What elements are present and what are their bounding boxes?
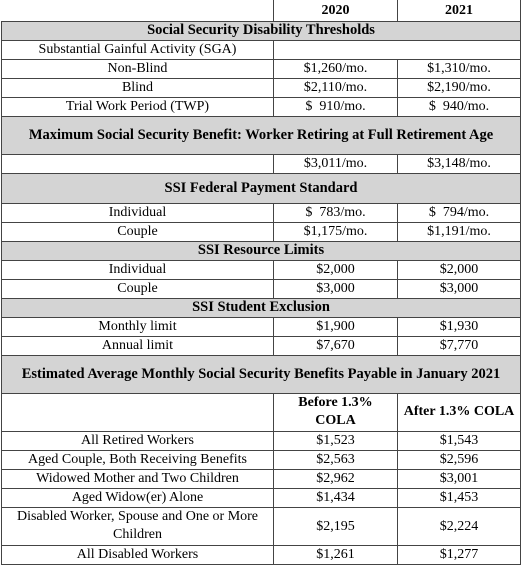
- value-after: $3,001: [398, 469, 521, 488]
- value-before: $2,195: [274, 507, 398, 545]
- value-after: $2,224: [398, 507, 521, 545]
- table-row: [2, 317, 521, 336]
- table-row: [2, 545, 521, 564]
- year-2020-header: 2020: [274, 0, 398, 21]
- before-cola-header: Before 1.3% COLA: [274, 393, 398, 431]
- row-label: Non-Blind: [2, 59, 274, 78]
- section-title: SSI Resource Limits: [2, 241, 521, 260]
- table-row: [2, 336, 521, 355]
- section-header-estimated: [2, 355, 521, 393]
- table-row: [2, 40, 521, 59]
- section-header-max-benefit: [2, 116, 521, 154]
- value-2021: $7,770: [398, 336, 521, 355]
- row-label: Aged Widow(er) Alone: [2, 488, 274, 507]
- value-2021: $2,190/mo.: [398, 78, 521, 97]
- year-header-row: [2, 0, 521, 21]
- value-after: $1,453: [398, 488, 521, 507]
- value-2020: $ 910/mo.: [274, 97, 398, 116]
- table-row: [2, 59, 521, 78]
- value-2021: $1,930: [398, 317, 521, 336]
- section-header-disability: [2, 21, 521, 40]
- row-label: Couple: [2, 279, 274, 298]
- value-2021: $ 794/mo.: [398, 203, 521, 222]
- empty-cell: [274, 40, 521, 59]
- value-2020: $2,110/mo.: [274, 78, 398, 97]
- value-2020: $1,260/mo.: [274, 59, 398, 78]
- table-row: [2, 222, 521, 241]
- row-label: Individual: [2, 260, 274, 279]
- value-before: $1,523: [274, 431, 398, 450]
- row-label: All Retired Workers: [2, 431, 274, 450]
- table-row: [2, 469, 521, 488]
- row-label: Disabled Worker, Spouse and One or More Children: [2, 507, 274, 545]
- value-before: $1,261: [274, 545, 398, 564]
- row-label: Trial Work Period (TWP): [2, 97, 274, 116]
- value-2021: $2,000: [398, 260, 521, 279]
- benefits-table: [1, 0, 521, 565]
- empty-cell: [2, 154, 274, 173]
- value-2021: $1,310/mo.: [398, 59, 521, 78]
- section-header-ssi-student: [2, 298, 521, 317]
- section-header-ssi-fps: [2, 173, 521, 203]
- section-title: Estimated Average Monthly Social Security Benefits Payable in January 2021: [2, 355, 521, 393]
- value-2021: $1,191/mo.: [398, 222, 521, 241]
- table-row: [2, 450, 521, 469]
- row-label: Aged Couple, Both Receiving Benefits: [2, 450, 274, 469]
- row-label: Blind: [2, 78, 274, 97]
- value-2021: $3,148/mo.: [398, 154, 521, 173]
- table-row: [2, 279, 521, 298]
- year-2021-header: 2021: [398, 0, 521, 21]
- row-label: All Disabled Workers: [2, 545, 274, 564]
- value-before: $1,434: [274, 488, 398, 507]
- table-row: [2, 260, 521, 279]
- value-2020: $1,900: [274, 317, 398, 336]
- value-2021: $ 940/mo.: [398, 97, 521, 116]
- section-title: Social Security Disability Thresholds: [2, 21, 521, 40]
- value-2020: $7,670: [274, 336, 398, 355]
- value-after: $1,543: [398, 431, 521, 450]
- row-label: Substantial Gainful Activity (SGA): [2, 40, 274, 59]
- row-label: Couple: [2, 222, 274, 241]
- value-after: $1,277: [398, 545, 521, 564]
- row-label: Annual limit: [2, 336, 274, 355]
- value-2020: $2,000: [274, 260, 398, 279]
- section-title: SSI Federal Payment Standard: [2, 173, 521, 203]
- table-row: [2, 507, 521, 545]
- value-after: $2,596: [398, 450, 521, 469]
- row-label: Monthly limit: [2, 317, 274, 336]
- value-2020: $3,000: [274, 279, 398, 298]
- value-before: $2,962: [274, 469, 398, 488]
- table-row: [2, 154, 521, 173]
- section-title: Maximum Social Security Benefit: Worker Retiring at Full Retirement Age: [2, 116, 521, 154]
- section-header-ssi-resource: [2, 241, 521, 260]
- value-2020: $3,011/mo.: [274, 154, 398, 173]
- value-2021: $3,000: [398, 279, 521, 298]
- table-row: [2, 203, 521, 222]
- row-label: Individual: [2, 203, 274, 222]
- after-cola-header: After 1.3% COLA: [398, 393, 521, 431]
- value-before: $2,563: [274, 450, 398, 469]
- row-label: Widowed Mother and Two Children: [2, 469, 274, 488]
- value-2020: $ 783/mo.: [274, 203, 398, 222]
- section-title: SSI Student Exclusion: [2, 298, 521, 317]
- empty-cell: [2, 393, 274, 431]
- table-row: [2, 488, 521, 507]
- table-row: [2, 97, 521, 116]
- cola-header-row: [2, 393, 521, 431]
- value-2020: $1,175/mo.: [274, 222, 398, 241]
- table-row: [2, 431, 521, 450]
- header-blank-cell: [2, 0, 274, 21]
- table-row: [2, 78, 521, 97]
